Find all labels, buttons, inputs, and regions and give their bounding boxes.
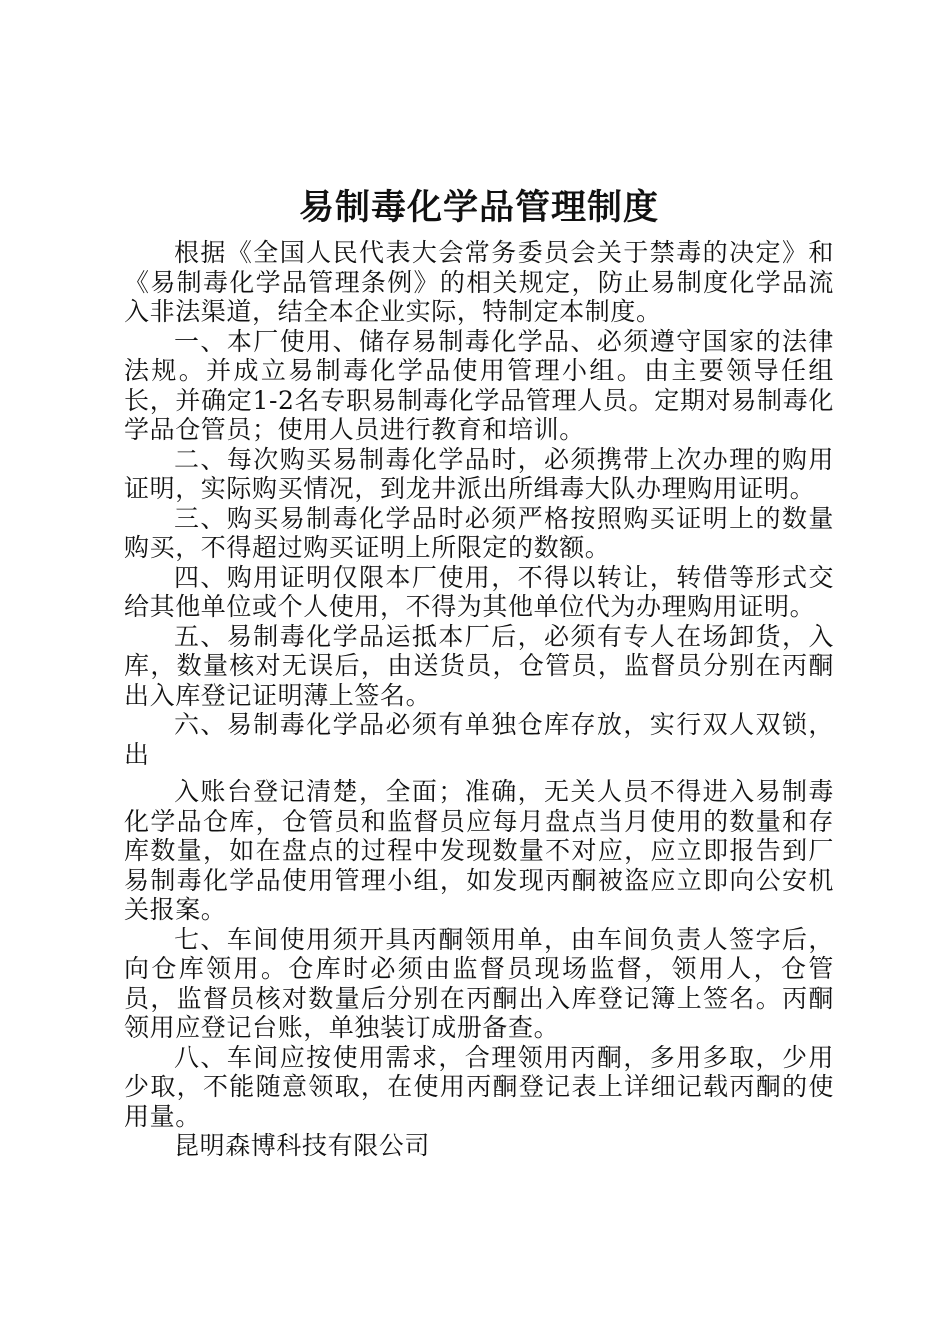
- paragraph-intro: 根据《全国人民代表大会常务委员会关于禁毒的决定》和《易制毒化学品管理条例》的相关规定，防止易制度化学品流入非法渠道，结全本企业实际，特制定本制度。: [124, 238, 834, 326]
- paragraph-item-4: 四、购用证明仅限本厂使用，不得以转让，转借等形式交给其他单位或个人使用，不得为其他单位代为办理购用证明。: [124, 562, 834, 621]
- document-title: 易制毒化学品管理制度: [298, 188, 659, 228]
- paragraph-item-2: 二、每次购买易制毒化学品时，必须携带上次办理的购用证明，实际购买情况，到龙井派出所缉毒大队办理购用证明。: [124, 444, 834, 503]
- company-name: 昆明森博科技有限公司: [174, 1131, 431, 1160]
- paragraph-item-1: 一、本厂使用、储存易制毒化学品、必须遵守国家的法律法规。并成立易制毒化学品使用管理小组。由主要领导任组长，并确定1-2名专职易制毒化学品管理人员。定期对易制毒化学品仓管员；使用人员进行教育和培训。: [124, 326, 834, 444]
- document-page: [124, 184, 834, 1161]
- paragraph-item-5: 五、易制毒化学品运抵本厂后，必须有专人在场卸货，入库，数量核对无误后，由送货员，仓管员，监督员分别在丙酮出入库登记证明薄上签名。: [124, 621, 834, 710]
- paragraph-item-8: 八、车间应按使用需求，合理领用丙酮，多用多取，少用少取，不能随意领取，在使用丙酮登记表上详细记载丙酮的使用量。: [124, 1042, 834, 1131]
- paragraph-item-6-continued: 入账台登记清楚，全面；准确，无关人员不得进入易制毒化学品仓库，仓管员和监督员应每月盘点当月使用的数量和存库数量，如在盘点的过程中发现数量不对应，应立即报告到厂易制毒化学品使用管理小组，如发现丙酮被盗应立即向公安机关报案。: [124, 777, 834, 924]
- paragraph-item-7: 七、车间使用须开具丙酮领用单，由车间负责人签字后，向仓库领用。仓库时必须由监督员现场监督，领用人，仓管员，监督员核对数量后分别在丙酮出入库登记簿上签名。丙酮领用应登记台账，单独装订成册备查。: [124, 924, 834, 1042]
- paragraph-item-3: 三、购买易制毒化学品时必须严格按照购买证明上的数量购买，不得超过购买证明上所限定的数额。: [124, 503, 834, 562]
- paragraph-item-6: 六、易制毒化学品必须有单独仓库存放，实行双人双锁，出: [124, 710, 834, 769]
